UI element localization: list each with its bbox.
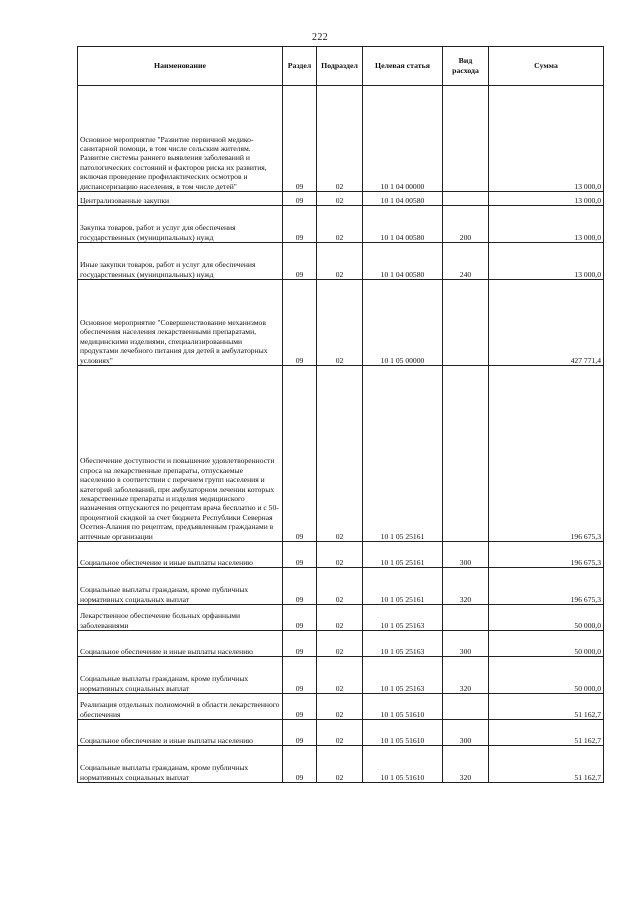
table-row bbox=[78, 366, 604, 542]
cell-sum: 51 162,7 bbox=[489, 746, 604, 783]
cell-sum: 51 162,7 bbox=[489, 694, 604, 720]
header-subsection: Подраздел bbox=[317, 47, 363, 86]
cell-subsection: 02 bbox=[317, 657, 363, 694]
cell-section: 09 bbox=[283, 631, 317, 657]
cell-target: 10 1 05 25161 bbox=[363, 366, 443, 542]
cell-name: Социальные выплаты гражданам, кроме публичных нормативных социальных выплат bbox=[78, 746, 283, 783]
cell-expense: 320 bbox=[443, 657, 489, 694]
cell-subsection: 02 bbox=[317, 694, 363, 720]
cell-expense bbox=[443, 280, 489, 366]
cell-target: 10 1 04 00000 bbox=[363, 86, 443, 192]
cell-sum: 196 675,3 bbox=[489, 366, 604, 542]
cell-section: 09 bbox=[283, 280, 317, 366]
table-row bbox=[78, 542, 604, 568]
cell-expense bbox=[443, 192, 489, 206]
cell-target: 10 1 05 25161 bbox=[363, 542, 443, 568]
cell-name: Социальные выплаты гражданам, кроме публичных нормативных социальных выплат bbox=[78, 568, 283, 605]
cell-name: Основное мероприятие "Совершенствование механизмов обеспечения населения лекарственными препаратами, медицинскими изделиями, специализированными продуктами лечебного питания для детей в амбулаторных условиях" bbox=[78, 280, 283, 366]
cell-section: 09 bbox=[283, 192, 317, 206]
cell-subsection: 02 bbox=[317, 243, 363, 280]
cell-subsection: 02 bbox=[317, 720, 363, 746]
cell-expense: 200 bbox=[443, 206, 489, 243]
header-section: Раздел bbox=[283, 47, 317, 86]
cell-name: Централизованные закупки bbox=[78, 192, 283, 206]
cell-expense: 300 bbox=[443, 720, 489, 746]
table-body bbox=[78, 86, 604, 783]
cell-target: 10 1 05 25163 bbox=[363, 631, 443, 657]
cell-subsection: 02 bbox=[317, 192, 363, 206]
cell-subsection: 02 bbox=[317, 631, 363, 657]
cell-expense: 300 bbox=[443, 631, 489, 657]
header-expense: Вид расхода bbox=[443, 47, 489, 86]
cell-section: 09 bbox=[283, 86, 317, 192]
table-row bbox=[78, 694, 604, 720]
cell-sum: 50 000,0 bbox=[489, 631, 604, 657]
cell-target: 10 1 05 25161 bbox=[363, 568, 443, 605]
cell-section: 09 bbox=[283, 542, 317, 568]
cell-subsection: 02 bbox=[317, 206, 363, 243]
cell-name: Основное мероприятие "Развитие первичной медико-санитарной помощи, в том числе сельским жителям. Развитие системы раннего выявления заболеваний и патологических состояний и факторов риска их развития, включая проведение профилактических осмотров и диспансеризацию населения, в том числе детей" bbox=[78, 86, 283, 192]
cell-name: Социальное обеспечение и иные выплаты населению bbox=[78, 631, 283, 657]
cell-expense: 240 bbox=[443, 243, 489, 280]
cell-expense bbox=[443, 86, 489, 192]
table-row bbox=[78, 192, 604, 206]
cell-target: 10 1 05 00000 bbox=[363, 280, 443, 366]
cell-target: 10 1 05 51610 bbox=[363, 694, 443, 720]
cell-subsection: 02 bbox=[317, 366, 363, 542]
cell-section: 09 bbox=[283, 206, 317, 243]
cell-section: 09 bbox=[283, 605, 317, 631]
header-target: Целевая статья bbox=[363, 47, 443, 86]
cell-subsection: 02 bbox=[317, 280, 363, 366]
cell-expense: 320 bbox=[443, 568, 489, 605]
table-row bbox=[78, 243, 604, 280]
table-row bbox=[78, 605, 604, 631]
cell-target: 10 1 05 51610 bbox=[363, 720, 443, 746]
table-row bbox=[78, 568, 604, 605]
cell-name: Социальные выплаты гражданам, кроме публичных нормативных социальных выплат bbox=[78, 657, 283, 694]
cell-target: 10 1 04 00580 bbox=[363, 206, 443, 243]
cell-name: Обеспечение доступности и повышение удовлетворенности спроса на лекарственные препараты, отпускаемые населению в соответствии с перечнем групп населения и категорий заболеваний, при амбулаторном лечении которых лекарственные препараты и изделия медицинского назначения отпускаются по рецептам врача бесплатно и с 50-процентной скидкой за счет бюджета Республики Северная Осетия-Алания по рецептам, предъявленным гражданами в аптечные организации bbox=[78, 366, 283, 542]
table-row bbox=[78, 746, 604, 783]
cell-expense bbox=[443, 605, 489, 631]
cell-sum: 196 675,3 bbox=[489, 568, 604, 605]
table-row bbox=[78, 720, 604, 746]
cell-section: 09 bbox=[283, 657, 317, 694]
budget-table bbox=[77, 46, 604, 783]
header-sum: Сумма bbox=[489, 47, 604, 86]
cell-section: 09 bbox=[283, 694, 317, 720]
cell-expense: 300 bbox=[443, 542, 489, 568]
cell-target: 10 1 05 25163 bbox=[363, 657, 443, 694]
cell-subsection: 02 bbox=[317, 86, 363, 192]
cell-section: 09 bbox=[283, 746, 317, 783]
cell-expense: 320 bbox=[443, 746, 489, 783]
cell-sum: 427 771,4 bbox=[489, 280, 604, 366]
cell-target: 10 1 05 51610 bbox=[363, 746, 443, 783]
table-row bbox=[78, 631, 604, 657]
cell-target: 10 1 04 00580 bbox=[363, 192, 443, 206]
table-header bbox=[78, 47, 604, 86]
table-row bbox=[78, 657, 604, 694]
cell-name: Закупка товаров, работ и услуг для обеспечения государственных (муниципальных) нужд bbox=[78, 206, 283, 243]
page-number: 222 bbox=[312, 32, 328, 43]
cell-expense bbox=[443, 694, 489, 720]
cell-target: 10 1 04 00580 bbox=[363, 243, 443, 280]
cell-expense bbox=[443, 366, 489, 542]
cell-name: Социальное обеспечение и иные выплаты населению bbox=[78, 720, 283, 746]
header-name: Наименование bbox=[78, 47, 283, 86]
cell-name: Социальное обеспечение и иные выплаты населению bbox=[78, 542, 283, 568]
cell-sum: 13 000,0 bbox=[489, 243, 604, 280]
cell-sum: 50 000,0 bbox=[489, 605, 604, 631]
cell-sum: 13 000,0 bbox=[489, 86, 604, 192]
table-row bbox=[78, 206, 604, 243]
table-row bbox=[78, 280, 604, 366]
cell-section: 09 bbox=[283, 243, 317, 280]
cell-name: Иные закупки товаров, работ и услуг для обеспечения государственных (муниципальных) нужд bbox=[78, 243, 283, 280]
cell-sum: 196 675,3 bbox=[489, 542, 604, 568]
cell-subsection: 02 bbox=[317, 605, 363, 631]
cell-name: Лекарственное обеспечение больных орфанными заболеваниями bbox=[78, 605, 283, 631]
cell-section: 09 bbox=[283, 366, 317, 542]
cell-sum: 50 000,0 bbox=[489, 657, 604, 694]
cell-section: 09 bbox=[283, 568, 317, 605]
cell-subsection: 02 bbox=[317, 542, 363, 568]
cell-sum: 51 162,7 bbox=[489, 720, 604, 746]
cell-subsection: 02 bbox=[317, 568, 363, 605]
cell-sum: 13 000,0 bbox=[489, 206, 604, 243]
cell-target: 10 1 05 25163 bbox=[363, 605, 443, 631]
cell-sum: 13 000,0 bbox=[489, 192, 604, 206]
cell-section: 09 bbox=[283, 720, 317, 746]
table-row bbox=[78, 86, 604, 192]
cell-subsection: 02 bbox=[317, 746, 363, 783]
cell-name: Реализация отдельных полномочий в области лекарственного обеспечения bbox=[78, 694, 283, 720]
